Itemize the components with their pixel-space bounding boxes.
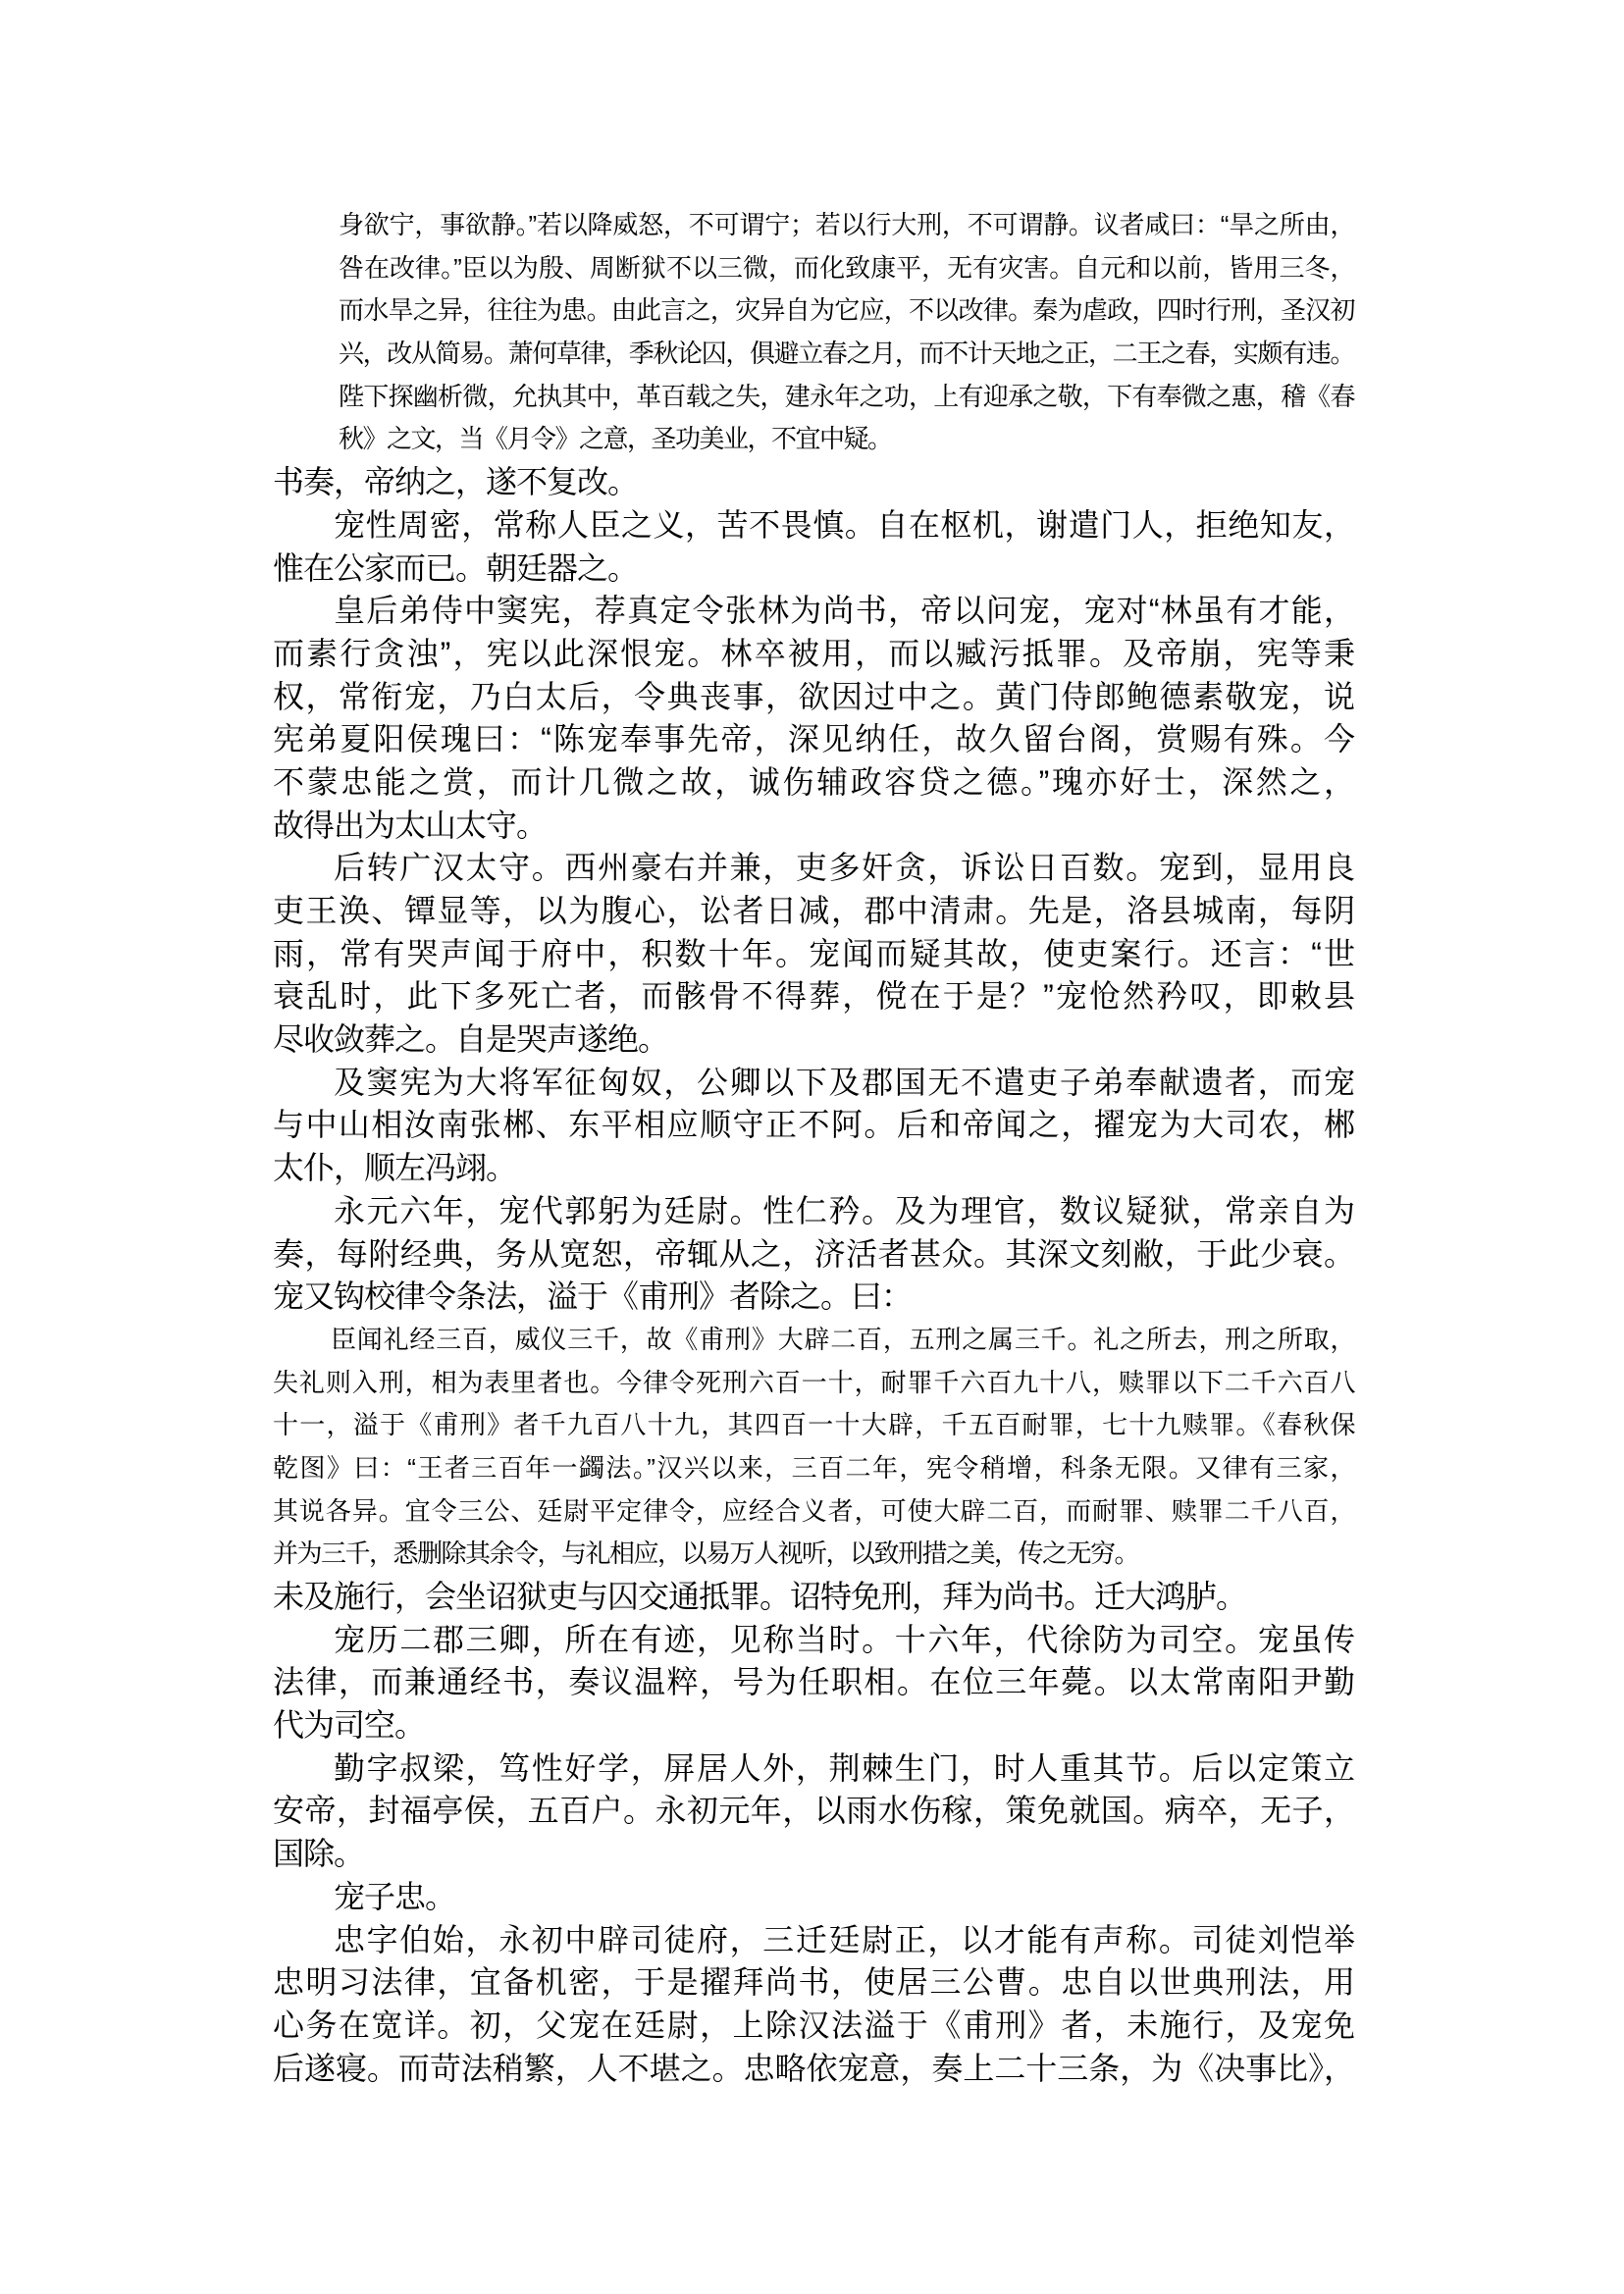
- text-line: 其说各异。宜令三公、廷尉平定律令，应经合义者，可使大辟二百，而耐罪、赎罪二千八百，: [273, 1495, 1354, 1526]
- text-line: 十一，溢于《甫刑》者千九百八十九，其四百一十大辟，千五百耐罪，七十九赎罪。《春秋保: [273, 1410, 1354, 1440]
- body-paragraph: [273, 1919, 1354, 2091]
- text-line: 身欲宁，事欲静。”若以降威怒，不可谓宁；若以行大刑，不可谓静。议者咸曰：“旱之所由，: [339, 210, 1354, 239]
- text-line: 忠明习法律，宜备机密，于是擢拜尚书，使居三公曹。忠自以世典刑法，用: [273, 1964, 1354, 2001]
- body-paragraph: [273, 847, 1354, 1061]
- text-line: 安帝，封福亭侯，五百户。永初元年，以雨水伤稼，策免就国。病卒，无子，: [273, 1793, 1354, 1829]
- text-line: 乾图》曰：“王者三百年一蠲法。”汉兴以来，三百二年，宪令稍增，科条无限。又律有三家，: [273, 1452, 1354, 1483]
- text-line: 国除。: [273, 1836, 365, 1872]
- body-paragraph: [273, 1576, 1354, 1619]
- text-line: 吏王涣、镡显等，以为腹心，讼者日减，郡中清肃。先是，洛县城南，每阴: [273, 893, 1354, 928]
- text-line: 宠历二郡三卿，所在有迹，见称当时。十六年，代徐防为司空。宠虽传: [334, 1621, 1354, 1657]
- text-line: 权，常衔宠，乃白太后，令典丧事，欲因过中之。黄门侍郎鲍德素敬宠，说: [273, 678, 1354, 714]
- text-line: 而水旱之异，往往为患。由此言之，灾异自为它应，不以改律。秦为虐政，四时行刑，圣汉初: [339, 295, 1354, 326]
- text-line: 宠子忠。: [334, 1878, 456, 1914]
- text-line: 代为司空。: [273, 1707, 426, 1744]
- text-line: 兴，改从简易。萧何草律，季秋论囚，俱避立春之月，而不计天地之正，二王之春，实颇有违。: [339, 339, 1354, 369]
- text-line: 皇后弟侍中窦宪，荐真定令张林为尚书，帝以问宠，宠对“林虽有才能，: [334, 593, 1354, 629]
- text-line: 宠性周密，常称人臣之义，苦不畏慎。自在枢机，谢遣门人，拒绝知友，: [334, 506, 1354, 543]
- text-line: 雨，常有哭声闻于府中，积数十年。宠闻而疑其故，使吏案行。还言：“世: [273, 935, 1354, 971]
- text-line: 忠字伯始，永初中辟司徒府，三迁廷尉正，以才能有声称。司徒刘恺举: [334, 1921, 1354, 1957]
- text-line: 永元六年，宠代郭躬为廷尉。性仁矜。及为理官，数议疑狱，常亲自为: [334, 1192, 1354, 1228]
- body-paragraph: [273, 504, 1354, 590]
- text-line: 秋》之文，当《月令》之意，圣功美业，不宜中疑。: [339, 424, 892, 454]
- text-line: 不蒙忠能之赏，而计几微之故，诚伤辅政容贷之德。”瑰亦好士，深然之，: [273, 763, 1354, 800]
- text-line: 咎在改律。”臣以为殷、周断狱不以三微，而化致康平，无有灾害。自元和以前，皆用三冬，: [339, 252, 1354, 283]
- text-line: 后遂寝。而苛法稍繁，人不堪之。忠略依宠意，奏上二十三条，为《决事比》，: [273, 2050, 1354, 2086]
- document-body: [273, 204, 1354, 2090]
- text-line: 法律，而兼通经书，奏议温粹，号为任职相。在位三年薨。以太常南阳尹勤: [273, 1664, 1354, 1700]
- text-line: 尽收敛葬之。自是哭声遂绝。: [273, 1021, 669, 1058]
- body-paragraph: [273, 1876, 1354, 1919]
- text-line: 故得出为太山太守。: [273, 807, 548, 843]
- text-line: 失礼则入刑，相为表里者也。今律令死刑六百一十，耐罪千六百九十八，赎罪以下二千六百八: [273, 1367, 1354, 1397]
- text-line: 勤字叔梁，笃性好学，屏居人外，荆棘生门，时人重其节。后以定策立: [334, 1749, 1354, 1786]
- quote-block: [273, 1319, 1354, 1576]
- text-line: 臣闻礼经三百，威仪三千，故《甫刑》大辟二百，五刑之属三千。礼之所去，刑之所取，: [331, 1324, 1354, 1354]
- text-line: 并为三千，悉删除其余令，与礼相应，以易万人视听，以致刑措之美，传之无穷。: [273, 1538, 1139, 1569]
- text-line: 心务在宽详。初，父宠在廷尉，上除汉法溢于《甫刑》者，未施行，及宠免: [273, 2007, 1354, 2043]
- body-paragraph: [273, 461, 1354, 504]
- text-line: 宪弟夏阳侯瑰曰：“陈宠奉事先帝，深见纳任，故久留台阁，赏赐有殊。今: [273, 721, 1354, 757]
- text-line: 太仆，顺左冯翊。: [273, 1150, 517, 1186]
- text-line: 衰乱时，此下多死亡者，而骸骨不得葬，傥在于是？”宠怆然矜叹，即敕县: [273, 978, 1354, 1015]
- text-line: 及窦宪为大将军征匈奴，公卿以下及郡国无不遣吏子弟奉献遗者，而宠: [334, 1064, 1354, 1100]
- text-line: 陛下探幽析微，允执其中，革百载之失，建永年之功，上有迎承之敬，下有奉微之惠，稽《春: [339, 381, 1354, 411]
- body-paragraph: [273, 1619, 1354, 1747]
- body-paragraph: [273, 1190, 1354, 1319]
- text-line: 书奏，帝纳之，遂不复改。: [273, 464, 639, 500]
- quote-block: [339, 204, 1354, 461]
- body-paragraph: [273, 1747, 1354, 1876]
- body-paragraph: [273, 1062, 1354, 1190]
- text-line: 与中山相汝南张郴、东平相应顺守正不阿。后和帝闻之，擢宠为大司农，郴: [273, 1107, 1354, 1143]
- text-line: 宠又钩校律令条法，溢于《甫刑》者除之。曰：: [273, 1278, 913, 1315]
- body-paragraph: [273, 590, 1354, 847]
- text-line: 奏，每附经典，务从宽恕，帝辄从之，济活者甚众。其深文刻敝，于此少衰。: [273, 1235, 1354, 1272]
- text-line: 惟在公家而已。朝廷器之。: [273, 549, 639, 586]
- text-line: 而素行贪浊”，宪以此深恨宠。林卒被用，而以臧污抵罪。及帝崩，宪等秉: [273, 635, 1354, 671]
- text-line: 后转广汉太守。西州豪右并兼，吏多奸贪，诉讼日百数。宠到，显用良: [334, 850, 1354, 886]
- text-line: 未及施行，会坐诏狱吏与囚交通抵罪。诏特免刑，拜为尚书。迁大鸿胪。: [273, 1579, 1247, 1614]
